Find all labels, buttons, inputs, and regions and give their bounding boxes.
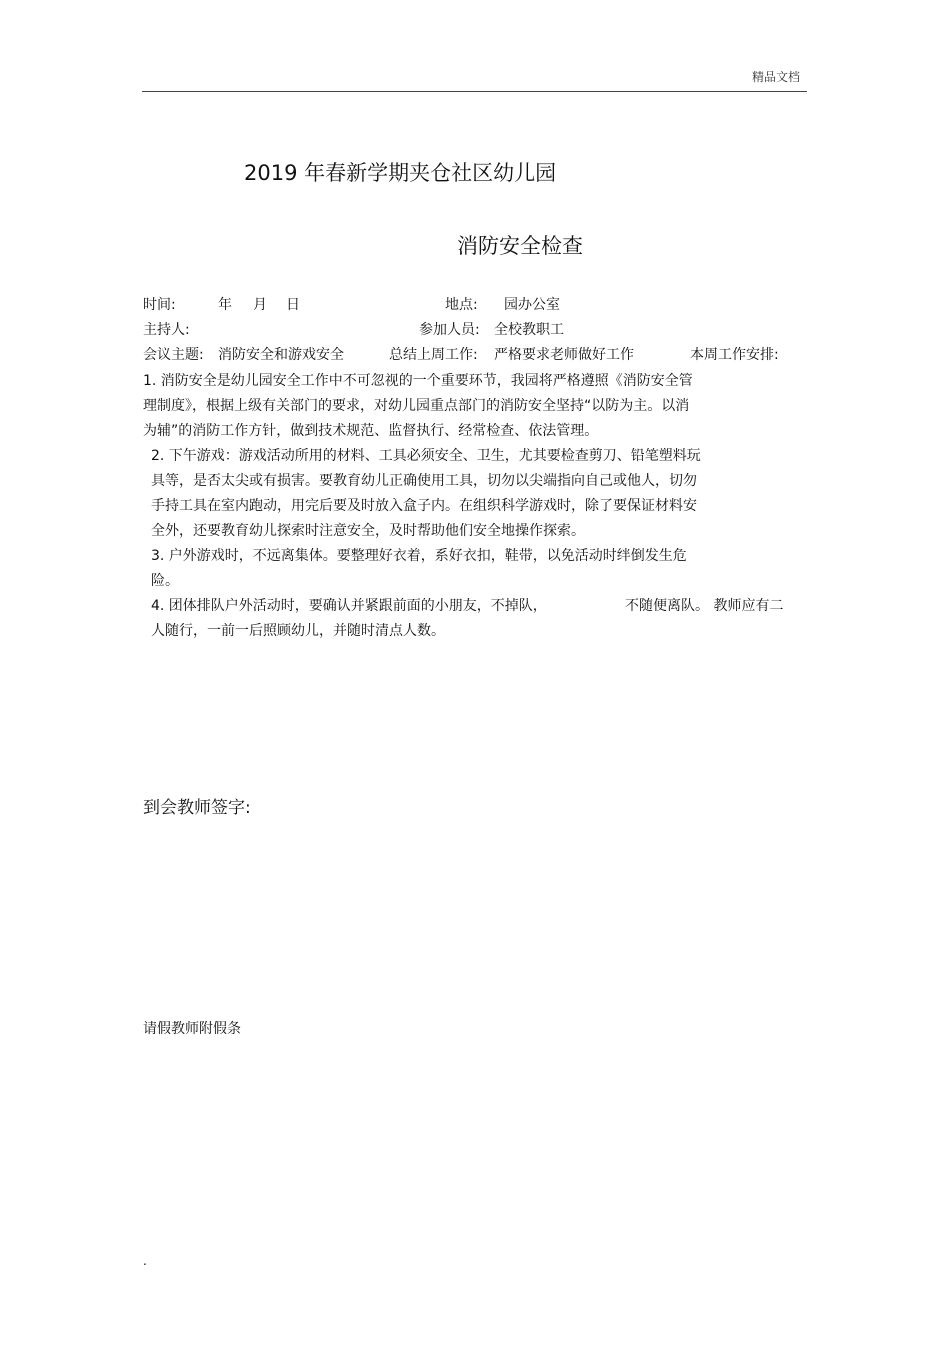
document-subtitle: 消防安全检查 — [457, 234, 583, 258]
header-label: 精品文档 — [752, 70, 801, 84]
participants-label: 参加人员: — [419, 322, 480, 338]
item-3-line-1: 3. 户外游戏时，不远离集体。要整理好衣着，系好衣扣，鞋带，以免活动时绊倒发生危 — [151, 548, 687, 564]
item-4-line-1a: 4. 团体排队户外活动时，要确认并紧跟前面的小朋友，不掉队， — [151, 598, 547, 614]
plan-label: 本周工作安排: — [690, 347, 779, 363]
time-year: 年 — [218, 297, 232, 313]
time-label: 时间: — [143, 297, 176, 313]
item-1-line-3: 为辅”的消防工作方针，做到技术规范、监督执行、经常检查、依法管理。 — [143, 423, 599, 439]
item-3-line-2: 险。 — [151, 573, 179, 589]
leave-note-label: 请假教师附假条 — [143, 1021, 241, 1037]
item-2-line-1: 2. 下午游戏：游戏活动所用的材料、工具必须安全、卫生，尤其要检查剪刀、铅笔塑料玩 — [151, 448, 701, 464]
participants-value: 全校教职工 — [494, 322, 564, 338]
topic-value: 消防安全和游戏安全 — [218, 347, 344, 363]
header-divider — [142, 91, 807, 92]
signature-label: 到会教师签字: — [143, 798, 251, 818]
item-1-line-2: 理制度》，根据上级有关部门的要求，对幼儿园重点部门的消防安全坚持“以防为主。以消 — [143, 398, 690, 414]
summary-label: 总结上周工作: — [389, 347, 478, 363]
item-1-line-1: 1. 消防安全是幼儿园安全工作中不可忽视的一个重要环节，我园将严格遵照《消防安全管 — [143, 373, 693, 389]
item-2-line-3: 手持工具在室内跑动，用完后要及时放入盒子内。在组织科学游戏时，除了要保证材料安 — [151, 498, 697, 514]
item-4-line-1b: 不随便离队。 教师应有二 — [625, 598, 784, 614]
time-day: 日 — [286, 297, 300, 313]
item-2-line-4: 全外，还要教育幼儿探索时注意安全，及时帮助他们安全地操作探索。 — [151, 523, 585, 539]
summary-value: 严格要求老师做好工作 — [494, 347, 634, 363]
location-label: 地点: — [445, 297, 478, 313]
location-value: 园办公室 — [504, 297, 560, 313]
topic-label: 会议主题: — [143, 347, 204, 363]
item-4-line-2: 人随行，一前一后照顾幼儿，并随时清点人数。 — [151, 623, 445, 639]
document-title: 2019 年春新学期夹仓社区幼儿园 — [244, 161, 557, 185]
footer-dot: . — [143, 1254, 147, 1268]
item-2-line-2: 具等，是否太尖或有损害。要教育幼儿正确使用工具，切勿以尖端指向自己或他人，切勿 — [151, 473, 697, 489]
time-month: 月 — [253, 297, 267, 313]
host-label: 主持人: — [143, 322, 190, 338]
